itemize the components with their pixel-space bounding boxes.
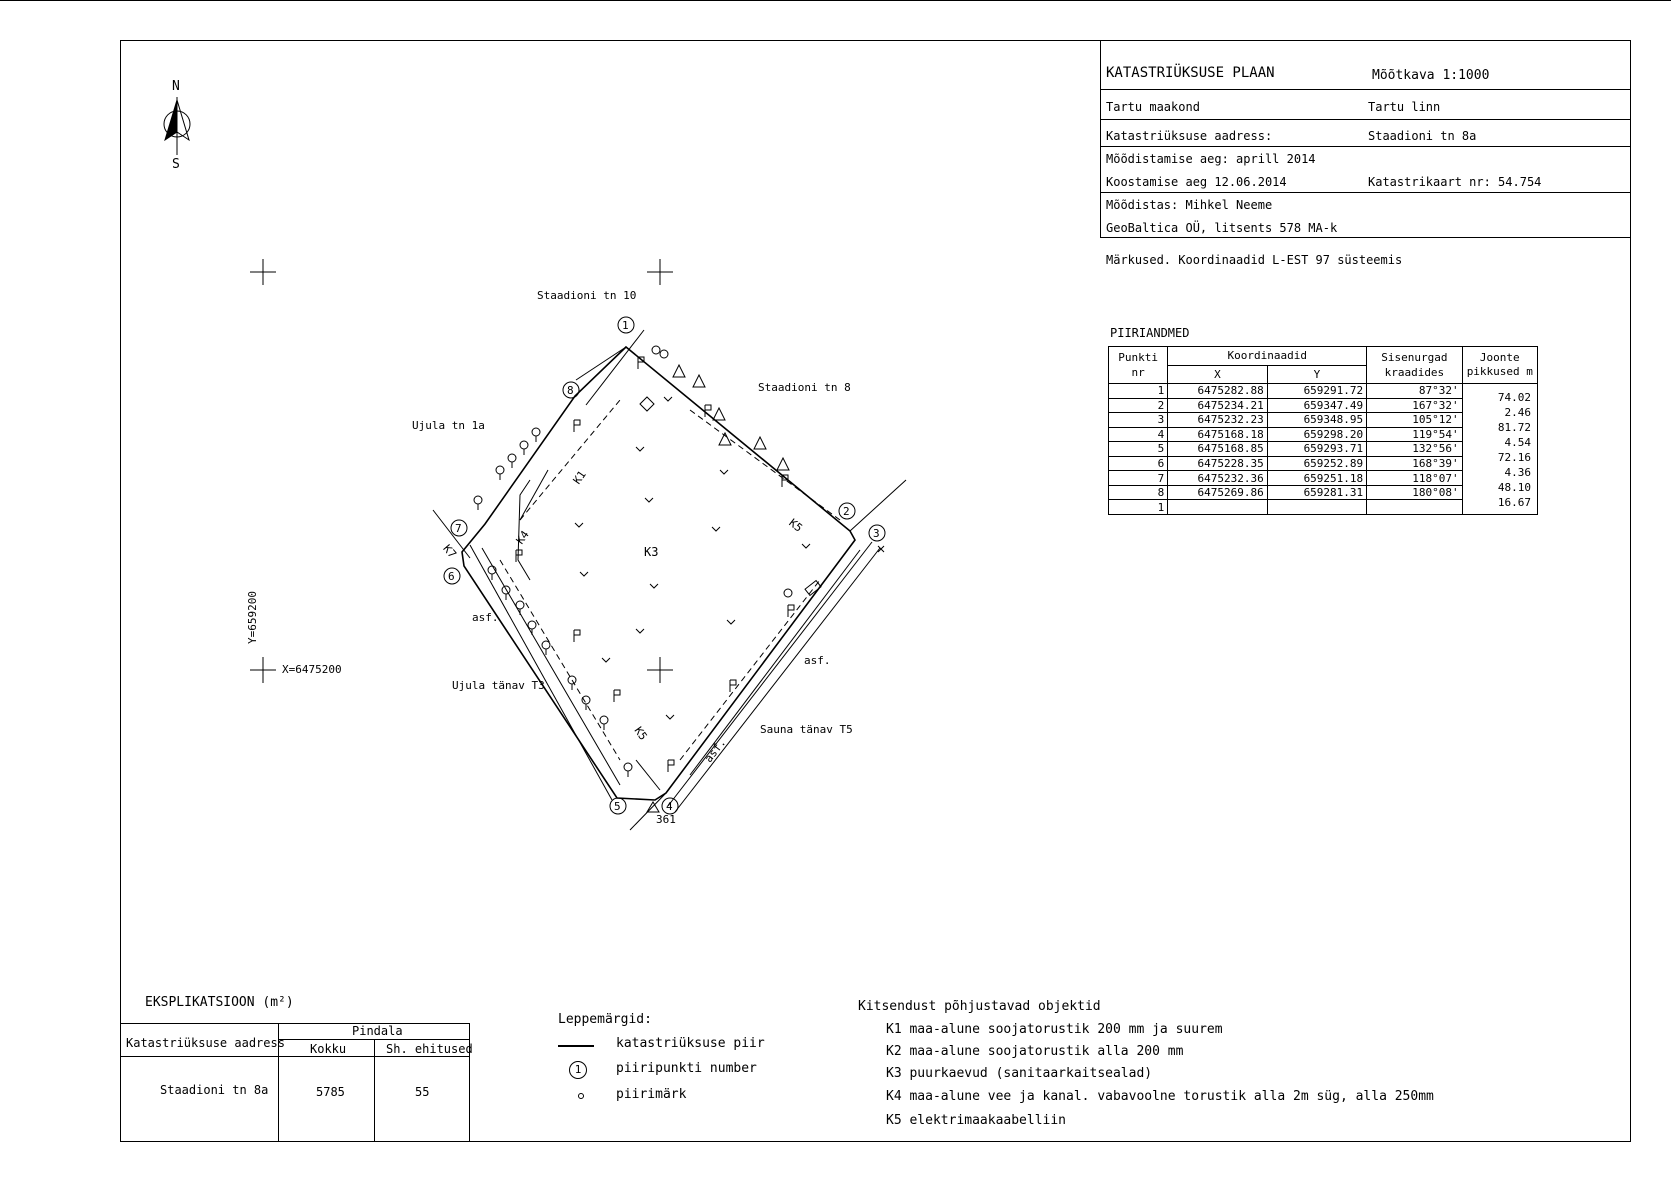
- label-k4: K4: [513, 528, 532, 547]
- label-staadioni-10: Staadioni tn 10: [537, 289, 637, 302]
- cell-y: 659252.89: [1267, 456, 1366, 471]
- length-value: 4.54: [1504, 436, 1531, 449]
- restriction-item: K2 maa-alune soojatorustik alla 200 mm: [886, 1044, 1184, 1059]
- label-k3: K3: [644, 545, 659, 559]
- col-total: Kokku: [310, 1042, 347, 1056]
- address-value: Staadioni tn 8a: [1368, 129, 1477, 143]
- cadastral-map-number: Katastrikaart nr: 54.754: [1368, 175, 1542, 189]
- header-coords: Koordinaadid: [1168, 347, 1367, 366]
- header-y: Y: [1267, 365, 1366, 384]
- point-number: 7: [455, 522, 462, 535]
- cell-x: 6475168.18: [1168, 427, 1267, 442]
- label-asf: asf.: [472, 611, 499, 624]
- cell-nr: 2: [1109, 398, 1168, 413]
- cell-y: [1267, 500, 1366, 515]
- restriction-item: K4 maa-alune vee ja kanal. vabavoolne torustik alla 2m süg, alla 250mm: [886, 1089, 1434, 1104]
- cell-y: 659291.72: [1267, 384, 1366, 399]
- header-x: X: [1168, 365, 1267, 384]
- cell-nr: 8: [1109, 485, 1168, 500]
- label-ujula-street: Ujula tänav T3: [452, 679, 545, 692]
- plan-title: KATASTRIÜKSUSE PLAAN: [1106, 65, 1275, 81]
- point-number: 8: [567, 384, 574, 397]
- point-number: 3: [873, 527, 880, 540]
- restriction-item: K3 puurkaevud (sanitaarkaitsealad): [886, 1066, 1153, 1081]
- surveyor: Mõõdistas: Mihkel Neeme: [1106, 198, 1273, 212]
- cell-nr: 7: [1109, 471, 1168, 486]
- boundary-data-title: PIIRIANDMED: [1110, 326, 1190, 340]
- title-divider: [1100, 146, 1631, 147]
- length-value: 74.02: [1497, 391, 1531, 404]
- grass-marks: [575, 397, 810, 719]
- compile-time: Koostamise aeg 12.06.2014: [1106, 175, 1287, 189]
- point-number: 2: [843, 505, 850, 518]
- point-number: 6: [448, 570, 455, 583]
- scale-label: Mõõtkava 1:1000: [1372, 68, 1490, 83]
- north-arrow-icon: [164, 97, 190, 155]
- label-asf: asf.: [701, 736, 729, 765]
- table-row: [1109, 384, 1538, 399]
- survey-time: Mõõdistamise aeg: aprill 2014: [1106, 152, 1316, 166]
- county-label: Tartu maakond: [1106, 100, 1200, 114]
- cell-x: 6475234.21: [1168, 398, 1267, 413]
- col-address: Katastriüksuse aadress: [126, 1036, 285, 1050]
- cell-angle: 118°07': [1367, 471, 1462, 486]
- restriction-item: K5 elektrimaakaabelliin: [886, 1113, 1067, 1128]
- grid-cross-marks: [250, 259, 673, 683]
- label-ujula-1a: Ujula tn 1a: [412, 419, 485, 432]
- point-number: 4: [666, 800, 673, 813]
- cell-angle: 132°56': [1367, 442, 1462, 457]
- cell-angle: 167°32': [1367, 398, 1462, 413]
- header-point: Punkti nr: [1109, 347, 1168, 384]
- cell-y: 659347.49: [1267, 398, 1366, 413]
- label-k1: K1: [570, 468, 589, 487]
- cell-angle: 168°39': [1367, 456, 1462, 471]
- header-length: Joonte pikkused m: [1462, 347, 1537, 384]
- legend-title: Leppemärgid:: [558, 1012, 652, 1027]
- city-label: Tartu linn: [1368, 100, 1441, 114]
- legend-boundary: katastriüksuse piir: [616, 1036, 765, 1051]
- grid-y-label: Y=659200: [245, 591, 259, 644]
- restriction-item: K1 maa-alune soojatorustik 200 mm ja suurem: [886, 1022, 1223, 1037]
- cell-x: 6475168.85: [1168, 442, 1267, 457]
- legend-point-number: piiripunkti number: [616, 1061, 757, 1076]
- length-value: 81.72: [1497, 421, 1531, 434]
- cell-nr: 1: [1109, 384, 1168, 399]
- title-block-left-edge: [1100, 40, 1101, 237]
- cell-x: 6475282.88: [1168, 384, 1267, 399]
- restrictions-title: Kitsendust põhjustavad objektid: [858, 999, 1101, 1014]
- tree-icons: [474, 346, 668, 777]
- cell-angle: 119°54': [1367, 427, 1462, 442]
- marker-symbol-icon: [578, 1093, 584, 1099]
- explication-total: 5785: [316, 1085, 345, 1099]
- cell-nr: 3: [1109, 413, 1168, 428]
- cell-nr: 4: [1109, 427, 1168, 442]
- point-number: 5: [614, 800, 621, 813]
- length-value: 4.36: [1504, 466, 1531, 479]
- label-staadioni-8: Staadioni tn 8: [758, 381, 851, 394]
- address-label: Katastriüksuse aadress:: [1106, 129, 1273, 143]
- cell-nr: 1: [1109, 500, 1168, 515]
- cell-x: 6475228.35: [1168, 456, 1267, 471]
- cell-angle: 87°32': [1367, 384, 1462, 399]
- cell-angle: 180°08': [1367, 485, 1462, 500]
- explication-title: EKSPLIKATSIOON (m²): [145, 995, 294, 1010]
- title-divider: [1100, 237, 1631, 238]
- explication-address: Staadioni tn 8a: [160, 1083, 269, 1097]
- length-value: 72.16: [1497, 451, 1531, 464]
- length-value: 48.10: [1497, 481, 1531, 494]
- grid-x-label: X=6475200: [282, 663, 342, 676]
- cell-y: 659348.95: [1267, 413, 1366, 428]
- lengths-column: [1462, 384, 1537, 515]
- cell-y: 659293.71: [1267, 442, 1366, 457]
- legend-marker: piirimärk: [616, 1087, 687, 1102]
- col-area: Pindala: [352, 1024, 403, 1038]
- cell-nr: 6: [1109, 456, 1168, 471]
- company: GeoBaltica OÜ, litsents 578 MA-k: [1106, 221, 1338, 235]
- label-k7: K7: [440, 542, 459, 561]
- boundary-line-symbol: [558, 1045, 594, 1047]
- label-k5: K5: [786, 516, 805, 535]
- boundary-data-table: [1108, 346, 1538, 515]
- spot-height: 361: [656, 813, 676, 826]
- cell-angle: 105°12': [1367, 413, 1462, 428]
- title-divider: [1100, 192, 1631, 193]
- cell-x: 6475232.23: [1168, 413, 1267, 428]
- length-value: 16.67: [1497, 496, 1531, 509]
- cell-x: 6475269.86: [1168, 485, 1267, 500]
- south-label: S: [172, 157, 180, 172]
- label-sauna-street: Sauna tänav T5: [760, 723, 853, 736]
- cell-y: 659281.31: [1267, 485, 1366, 500]
- well-marker-icon: [640, 397, 654, 411]
- cell-x: 6475232.36: [1168, 471, 1267, 486]
- cell-angle: [1367, 500, 1462, 515]
- explication-built: 55: [415, 1085, 430, 1099]
- point-number: 1: [622, 319, 629, 332]
- label-k5: K5: [631, 724, 650, 743]
- title-divider: [1100, 89, 1631, 90]
- label-asf: asf.: [804, 654, 831, 667]
- title-divider: [1100, 119, 1631, 120]
- cell-nr: 5: [1109, 442, 1168, 457]
- header-angle: Sisenurgad kraadides: [1367, 347, 1462, 384]
- remarks: Märkused. Koordinaadid L-EST 97 süsteemis: [1106, 253, 1403, 267]
- col-built: Sh. ehitused: [386, 1042, 473, 1056]
- cell-x: [1168, 500, 1267, 515]
- cell-y: 659298.20: [1267, 427, 1366, 442]
- cell-y: 659251.18: [1267, 471, 1366, 486]
- north-label: N: [172, 79, 180, 94]
- length-value: 2.46: [1504, 406, 1531, 419]
- point-number-symbol: 1: [569, 1061, 587, 1079]
